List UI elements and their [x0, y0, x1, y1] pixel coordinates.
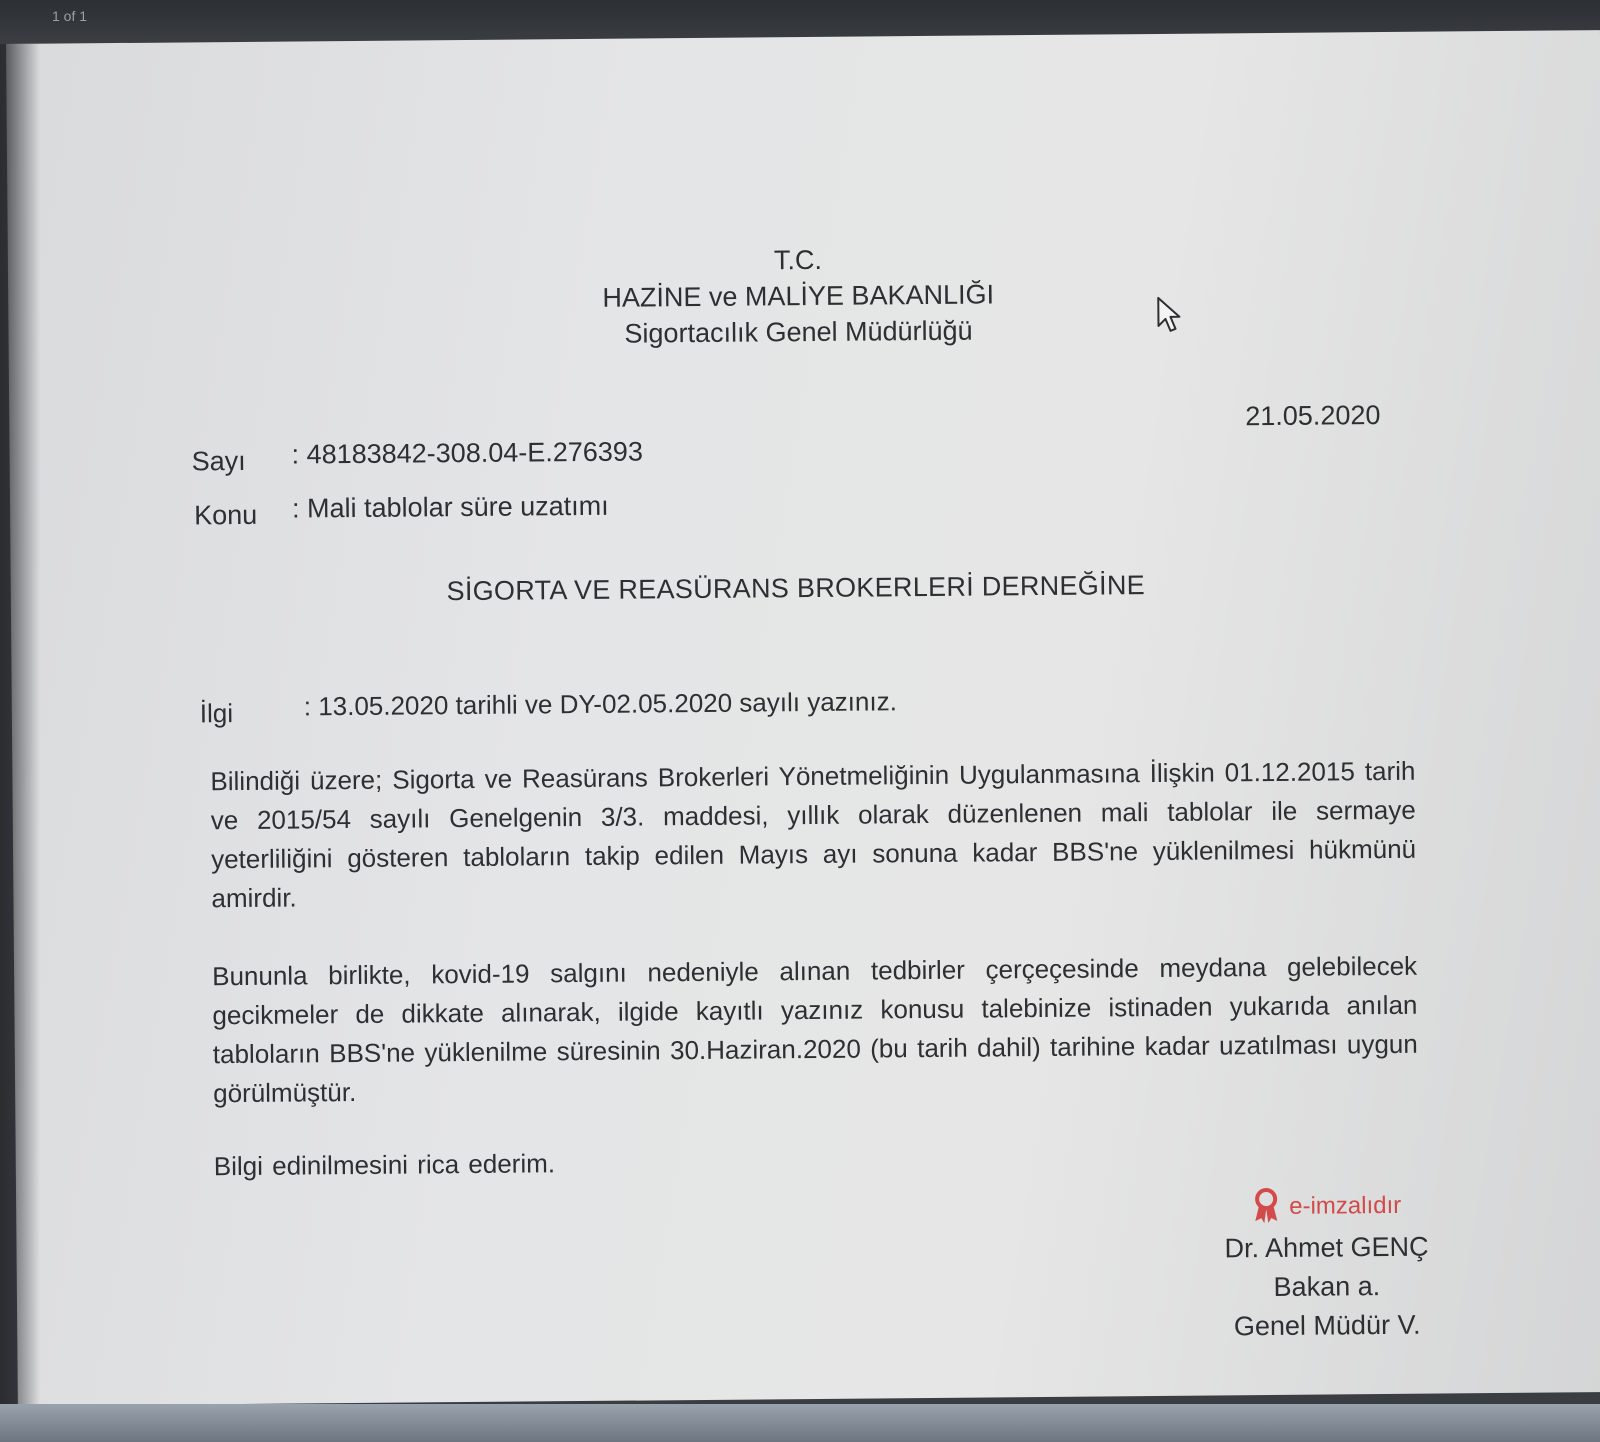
- letterhead: [538, 240, 1059, 353]
- letterhead-ministry: HAZİNE ve MALİYE BAKANLIĞI: [602, 279, 995, 313]
- signatory-title-1: Bakan a.: [1273, 1271, 1381, 1302]
- signatory-title-2: Genel Müdür V.: [1233, 1309, 1421, 1342]
- addressee: SİGORTA VE REASÜRANS BROKERLERİ DERNEĞİNE: [446, 570, 1146, 607]
- document-page: [6, 30, 1600, 1406]
- ribbon-award-icon: [1251, 1187, 1281, 1225]
- taskbar: [0, 1404, 1600, 1442]
- document-date: 21.05.2020: [1245, 400, 1381, 432]
- paragraph-1: Bilindiği üzere; Sigorta ve Reasürans Brokerleri Yönetmeliğinin Uygulanmasına İlişkin 01.12.2015 tarih ve 2015/54 sayılı Genelgenin 3/3. maddesi, yıllık olarak düzenlenen mali tablolar ile sermaye yeterliliğini gösteren tabloların takip edilen Mayıs ayı sonuna kadar BBS'ne yüklenilmesi hükmünü amirdir.: [210, 755, 1417, 914]
- signatory-name: Dr. Ahmet GENÇ: [1224, 1231, 1429, 1264]
- mouse-pointer-icon: [1156, 296, 1182, 334]
- signature-block: [1186, 1181, 1467, 1346]
- esign-label: e-imzalıdır: [1289, 1191, 1402, 1220]
- letterhead-tc: T.C.: [773, 244, 823, 276]
- ilgi-label: İlgi: [199, 698, 234, 729]
- sayi-value: : 48183842-308.04-E.276393: [291, 436, 644, 470]
- page-counter[interactable]: 1 of 1: [52, 8, 88, 24]
- ilgi-value: : 13.05.2020 tarihli ve DY-02.05.2020 sayılı yazınız.: [303, 686, 897, 722]
- konu-label: Konu: [193, 499, 258, 531]
- sayi-label: Sayı: [191, 445, 246, 477]
- paragraph-2: Bununla birlikte, kovid-19 salgını nedeniyle alınan tedbirler çerçeçesinde meydana gelebilecek gecikmeler de dikkate alınarak, ilgide kayıtlı yazınız konusu talebinize istinaden yukarıda anılan tabloların BBS'ne yüklenilme süresinin 30.Haziran.2020 (bu tarih dahil) tarihine kadar uzatılması uygun görülmüştür.: [212, 950, 1418, 1109]
- konu-value: : Mali tablolar süre uzatımı: [291, 490, 609, 524]
- letterhead-department: Sigortacılık Genel Müdürlüğü: [624, 315, 973, 349]
- esign-badge: [1186, 1181, 1466, 1229]
- paragraph-3: Bilgi edinilmesini rica ederim.: [213, 1148, 556, 1182]
- left-edge-shadow: [0, 44, 40, 1406]
